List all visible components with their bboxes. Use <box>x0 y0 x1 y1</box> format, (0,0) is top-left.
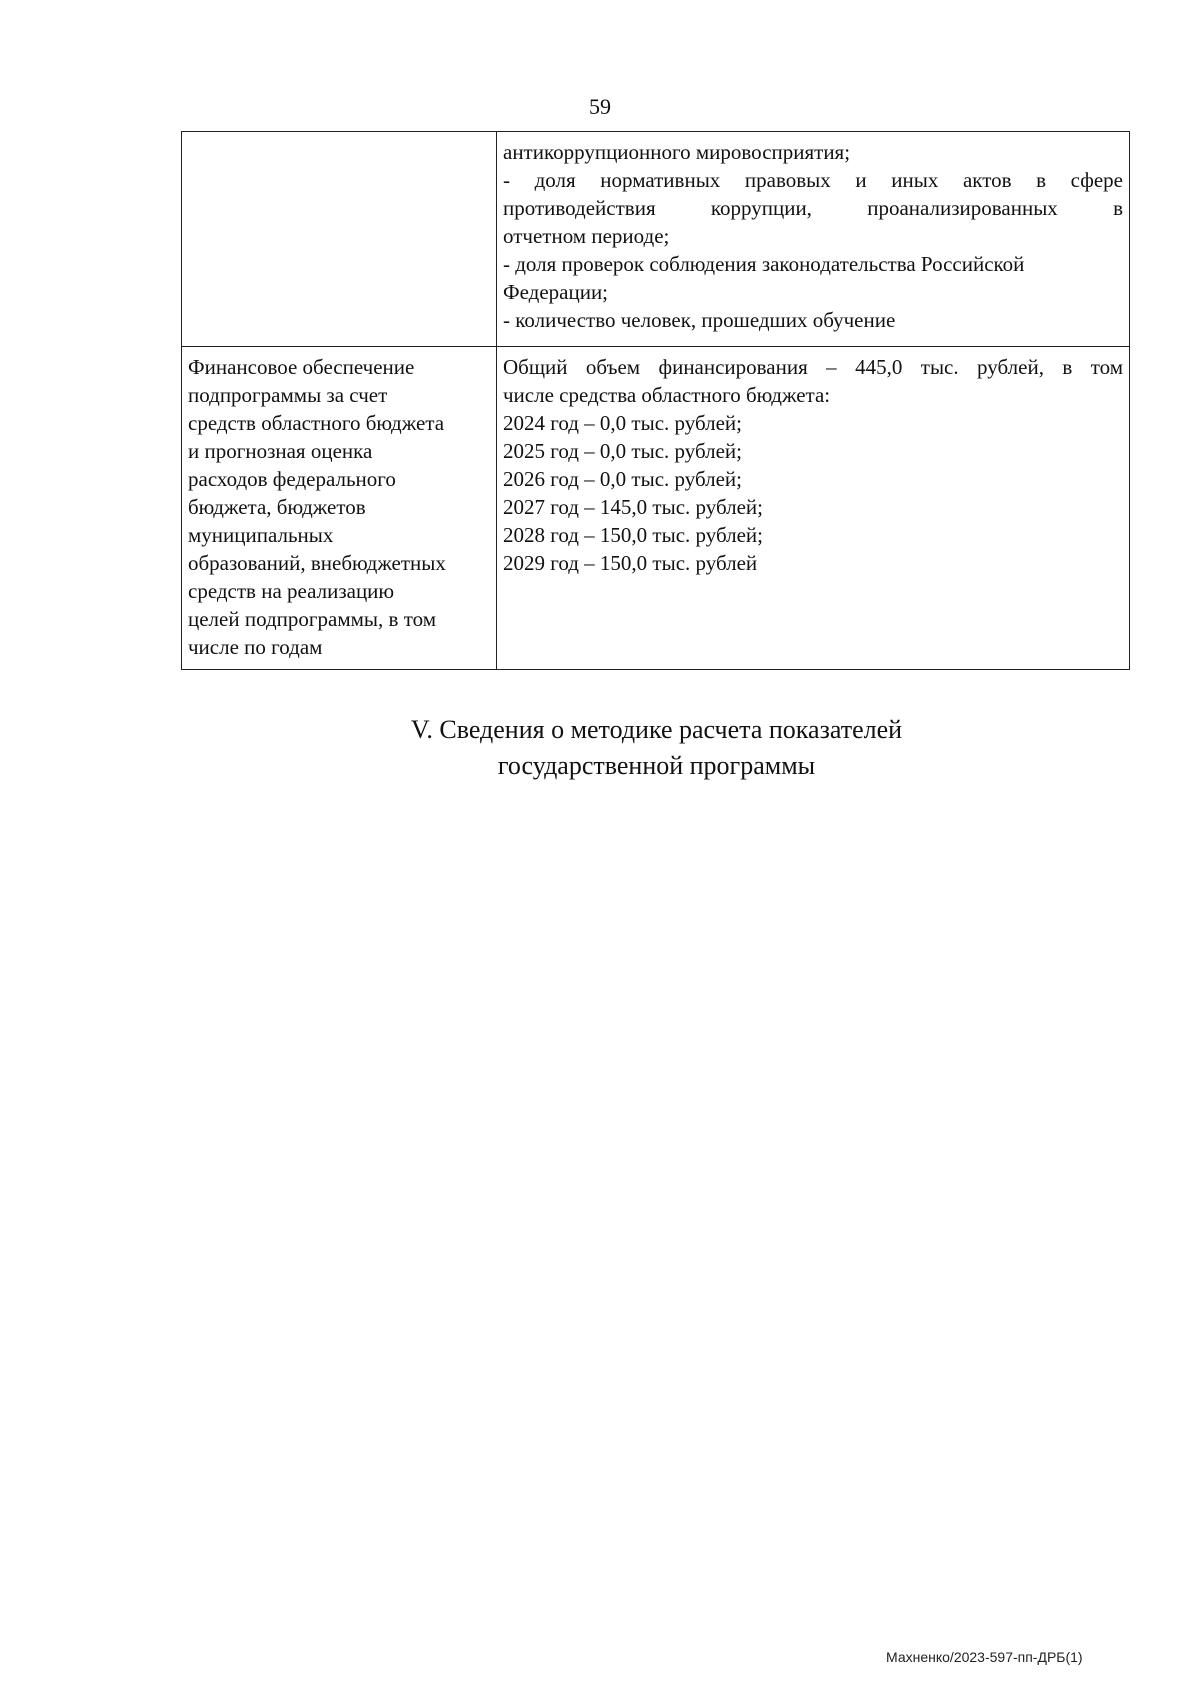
label-line: образований, внебюджетных <box>188 551 446 575</box>
label-line: Финансовое обеспечение <box>188 355 415 379</box>
label-line: числе по годам <box>188 635 323 659</box>
table-row <box>182 132 1130 347</box>
page-number: 59 <box>589 94 611 119</box>
content-line: - доля проверок соблюдения законодательства Российской <box>503 252 1025 276</box>
content-line: 2025 год – 0,0 тыс. рублей; <box>503 439 743 463</box>
content-line: - доля нормативных правовых и иных актов в сфере <box>503 168 1123 192</box>
table-row <box>182 347 1130 670</box>
label-line: средств областного бюджета <box>188 411 445 435</box>
section-heading-line: государственной программы <box>497 751 816 780</box>
label-line: бюджета, бюджетов <box>188 495 366 519</box>
label-line: и прогнозная оценка <box>188 439 373 463</box>
content-line: - количество человек, прошедших обучение <box>503 308 896 332</box>
content-line: противодействия коррупции, проанализированных в <box>503 196 1123 220</box>
content-line: отчетном периоде; <box>503 224 670 248</box>
content-line: антикоррупционного мировосприятия; <box>503 140 851 164</box>
content-line: 2027 год – 145,0 тыс. рублей; <box>503 495 764 519</box>
content-line: Федерации; <box>503 280 609 304</box>
label-line: расходов федерального <box>188 467 396 491</box>
table-cell-content <box>497 347 1130 670</box>
section-heading <box>0 712 1200 784</box>
table-cell-content <box>497 132 1130 347</box>
content-line: 2029 год – 150,0 тыс. рублей <box>503 551 758 575</box>
label-line: подпрограммы за счет <box>188 383 388 407</box>
content-line: 2024 год – 0,0 тыс. рублей; <box>503 411 743 435</box>
content-line: 2028 год – 150,0 тыс. рублей; <box>503 523 764 547</box>
document-footer-code: Махненко/2023-597-пп-ДРБ(1) <box>886 1649 1083 1665</box>
content-line: 2026 год – 0,0 тыс. рублей; <box>503 467 743 491</box>
label-line: целей подпрограммы, в том <box>188 607 436 631</box>
subprogram-passport-table <box>181 131 1130 670</box>
label-line: средств на реализацию <box>188 579 395 603</box>
label-line: муниципальных <box>188 523 334 547</box>
table-cell-label <box>182 132 497 347</box>
content-line: числе средства областного бюджета: <box>503 383 831 407</box>
section-heading-line: V. Сведения о методике расчета показателей <box>410 715 903 744</box>
content-line: Общий объем финансирования – 445,0 тыс. рублей, в том <box>503 355 1123 379</box>
table-cell-label <box>182 347 497 670</box>
